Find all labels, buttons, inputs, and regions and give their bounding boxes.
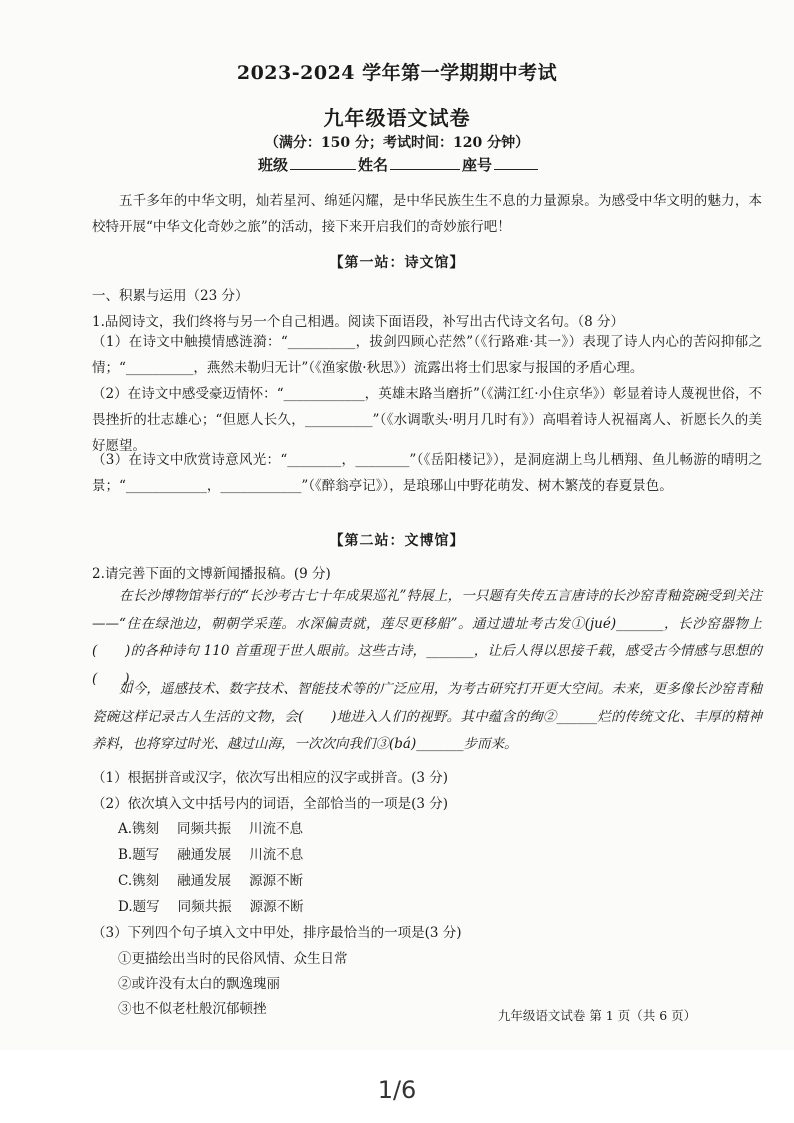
- section-1-heading: 一、积累与运用（23 分）: [92, 288, 249, 304]
- page-footer: 九年级语文试卷 第 1 页（共 6 页）: [497, 1008, 697, 1023]
- q2-sentence-3: ③也不似老杜般沉郁顿挫: [118, 1001, 267, 1017]
- seat-label: 座号: [462, 156, 493, 174]
- q2-stem: 2.请完善下面的文博新闻播报稿。(9 分): [92, 566, 331, 582]
- intro-paragraph: 五千多年的中华文明，灿若星河、绵延闪耀，是中华民族生生不息的力量源泉。为感受中华文明的魅力，本校特开展“中华文化奇妙之旅”的活动，接下来开启我们的奇妙旅行吧！: [92, 193, 762, 235]
- name-blank: [390, 155, 460, 170]
- class-blank: [290, 155, 356, 170]
- q1-part-2: （2）在诗文中感受豪迈情怀：“____________，英雄末路当磨折”（《满江红·小住京华》）彰显着诗人蔑视世俗，不畏挫折的壮志雄心；“但愿人长久，__________”（《水调歌头·明月几时有》）高唱着诗人祝福离人、祈愿长久的美好愿望。: [92, 386, 762, 454]
- student-info-line: [258, 154, 540, 175]
- q1-part-1: （1）在诗文中触摸情感涟漪：“__________，拔剑四顾心茫然”（《行路难·其一》）表现了诗人内心的苦闷抑郁之情；“__________，燕然未勒归无计”（《渔家傲·秋思》）流露出将士们思家与报国的矛盾心理。: [92, 334, 762, 376]
- q2-sentence-1: ①更描绘出当时的民俗风情、众生日常: [118, 951, 348, 967]
- exam-subtitle: 九年级语文试卷: [323, 106, 471, 130]
- exam-title: 2023-2024 学年第一学期期中考试: [236, 62, 558, 84]
- q2-news-paragraph-2: 如今，遥感技术、数字技术、智能技术等的广泛应用，为考古研究打开更大空间。未来，更多像长沙窑青釉瓷碗这样记录古人生活的文物，会( )地进入人们的视野。其中蕴含的绚②______烂的传统文化、丰厚的精神养料，也将穿过时光、越过山海，一次次向我们③(bá)_______步而来。: [92, 681, 762, 752]
- page-indicator: 1/6: [377, 1076, 417, 1104]
- exam-info: （满分：150 分；考试时间：120 分钟）: [264, 135, 530, 151]
- q2-option-b[interactable]: B.题写 融通发展 川流不息: [118, 847, 304, 863]
- station-2-heading: 【第二站：文博馆】: [329, 533, 465, 549]
- q2-sub-1: （1）根据拼音或汉字，依次写出相应的汉字或拼音。(3 分): [92, 770, 449, 786]
- q2-sub-3: （3）下列四个句子填入文中甲处，排序最恰当的一项是(3 分): [92, 925, 462, 941]
- q2-option-d[interactable]: D.题写 同频共振 源源不断: [118, 899, 304, 915]
- station-1-heading: 【第一站：诗文馆】: [329, 255, 465, 271]
- seat-blank: [494, 155, 538, 170]
- q2-option-c[interactable]: C.镌刻 融通发展 源源不断: [118, 873, 304, 889]
- q1-part-3: （3）在诗文中欣赏诗意风光：“________，________”（《岳阳楼记》），是洞庭湖上鸟儿栖翔、鱼儿畅游的晴明之景；“____________，____________”（《醉翁亭记》），是琅琊山中野花萌发、树木繁茂的春夏景色。: [92, 452, 762, 494]
- class-label: 班级: [258, 156, 289, 174]
- q2-sentence-2: ②或许没有太白的飘逸瑰丽: [118, 976, 280, 992]
- q2-option-a[interactable]: A.镌刻 同频共振 川流不息: [118, 821, 304, 837]
- name-label: 姓名: [358, 156, 389, 174]
- q2-sub-2: （2）依次填入文中括号内的词语，全部恰当的一项是(3 分): [92, 796, 449, 812]
- q1-stem: 1.品阅诗文，我们终将与另一个自己相遇。阅读下面语段，补写出古代诗文名句。（8 分）: [92, 314, 625, 330]
- q2-news-paragraph-1: 在长沙博物馆举行的“长沙考古七十年成果巡礼”特展上，一只题有失传五言唐诗的长沙窑青釉瓷碗受到关注——“住在绿池边，朝朝学采莲。水深偏责就，莲尽更移船”。通过遗址考古发①(jué)_______，长沙窑器物上( )的各种诗句 110 首重现于世人眼前。这些古诗，_______，让后人得以思接千载，感受古今情感与思想的( )。: [92, 588, 762, 687]
